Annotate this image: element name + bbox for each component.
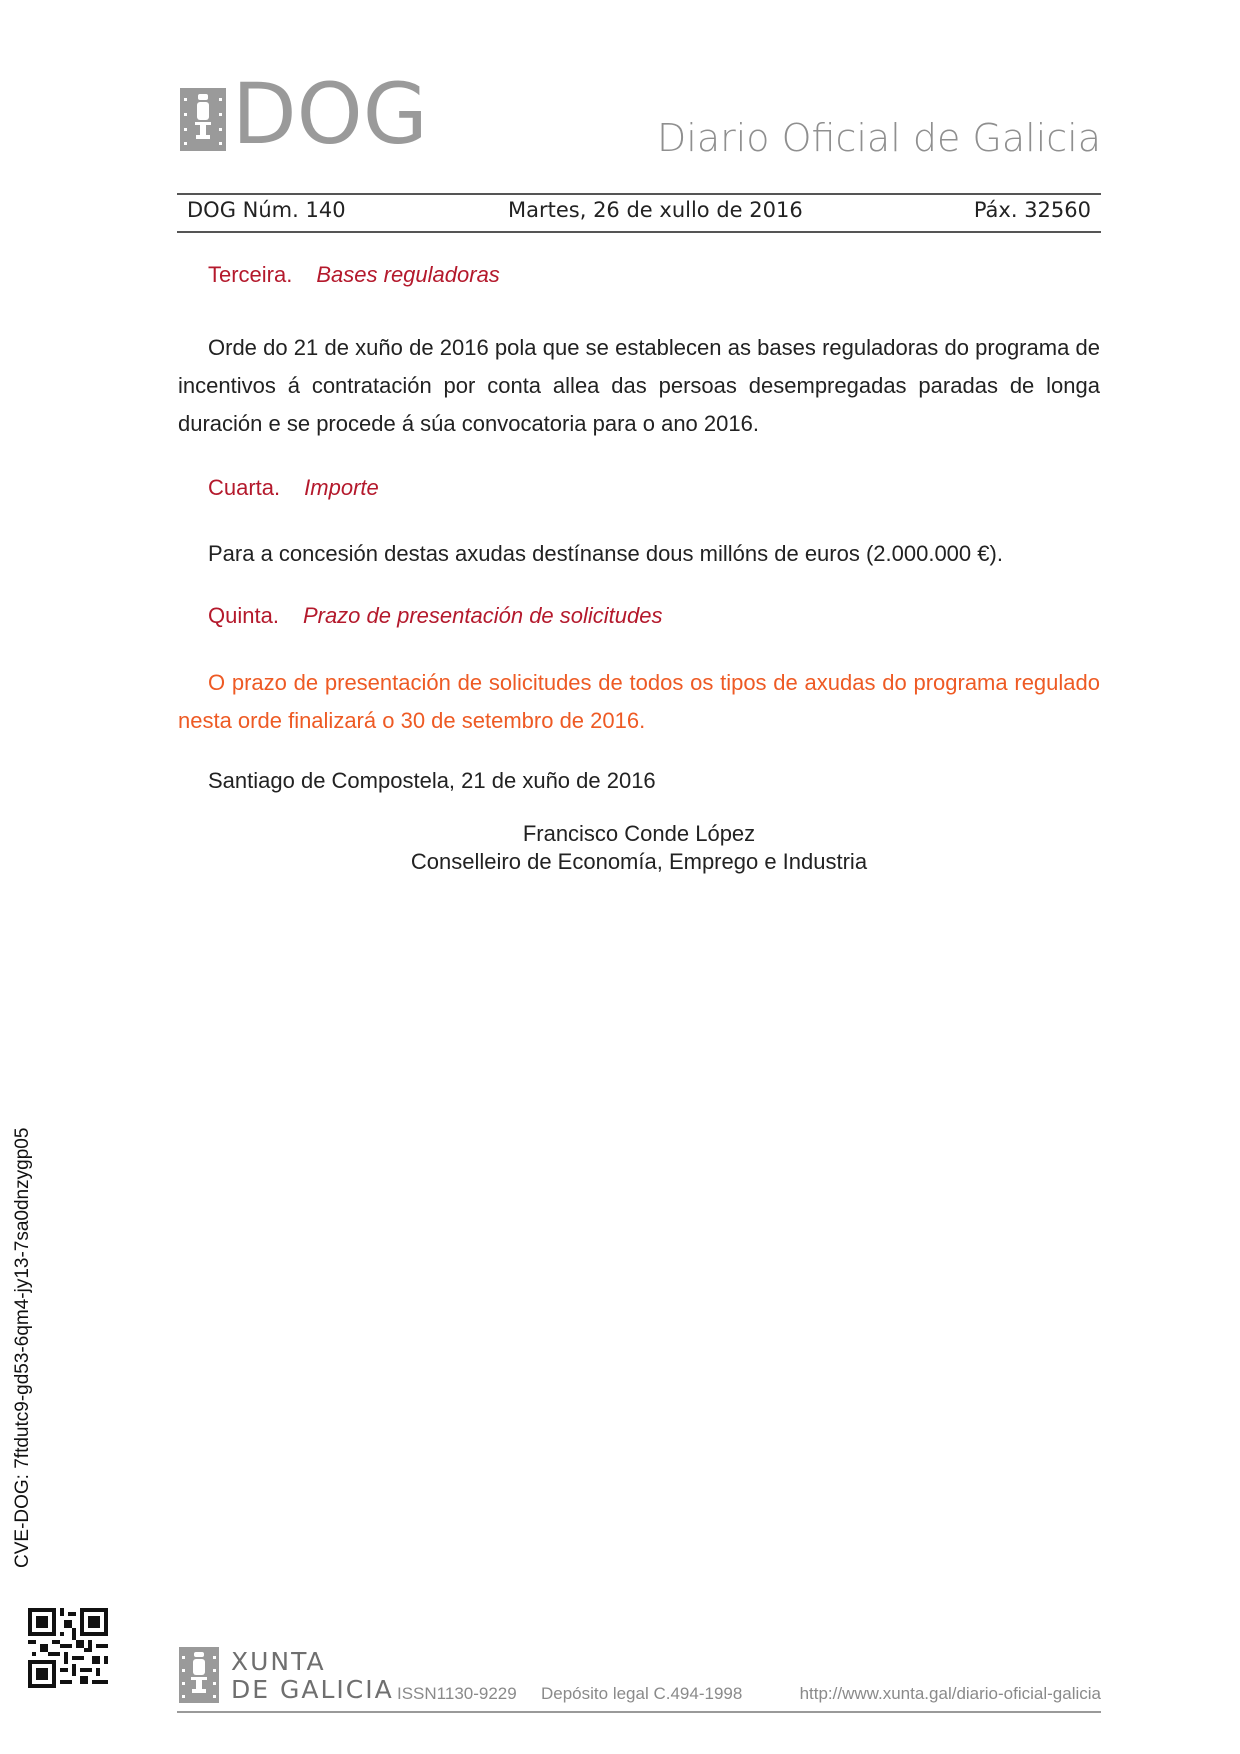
section-heading-terceira bbox=[208, 262, 500, 288]
issue-number: DOG Núm. 140 bbox=[187, 198, 346, 222]
section-title: Bases reguladoras bbox=[316, 262, 500, 287]
header-rule-bottom bbox=[177, 231, 1101, 233]
page-number: Páx. 32560 bbox=[973, 198, 1091, 222]
galicia-crest-icon bbox=[180, 88, 226, 151]
cve-code: CVE-DOG: 7ftdutc9-gd53-6qm4-jy13-7sa0dnzygp05 bbox=[12, 1127, 33, 1568]
footer-rule bbox=[177, 1711, 1101, 1713]
header-rule-top bbox=[177, 193, 1101, 195]
section-text-cuarta: Para a concesión destas axudas destínanse dous millóns de euros (2.000.000 €). bbox=[208, 541, 1003, 566]
section-title: Prazo de presentación de solicitudes bbox=[302, 603, 663, 628]
signatory-name: Francisco Conde López bbox=[522, 821, 756, 846]
issn: ISSN1130-9229 bbox=[397, 1684, 517, 1703]
xunta-crest-icon bbox=[179, 1647, 219, 1703]
signatory-position: Conselleiro de Economía, Emprego e Industria bbox=[410, 849, 868, 874]
section-heading-cuarta bbox=[208, 475, 379, 501]
section-text-terceira: Orde do 21 de xuño de 2016 pola que se establecen as bases reguladoras do programa de incentivos á contratación por conta allea das persoas desempregadas paradas de longa duración e se procede á súa convocatoria para o ano 2016. bbox=[178, 335, 1100, 436]
deposito-legal: Depósito legal C.494-1998 bbox=[541, 1684, 743, 1703]
xunta-brand-line2: DE GALICIA bbox=[231, 1675, 394, 1704]
dog-logo: DOG bbox=[232, 65, 428, 163]
section-label: Terceira. bbox=[208, 262, 293, 287]
qr-code-icon bbox=[28, 1608, 108, 1688]
footer-url-link[interactable]: http://www.xunta.gal/diario-oficial-galicia bbox=[799, 1684, 1101, 1703]
section-label: Quinta. bbox=[208, 603, 279, 628]
journal-title: Diario Oficial de Galicia bbox=[657, 116, 1101, 160]
place-date: Santiago de Compostela, 21 de xuño de 2016 bbox=[208, 768, 656, 793]
section-heading-quinta bbox=[208, 603, 663, 629]
issue-date: Martes, 26 de xullo de 2016 bbox=[508, 198, 803, 222]
section-label: Cuarta. bbox=[208, 475, 281, 500]
section-title: Importe bbox=[304, 475, 379, 500]
section-text-quinta: O prazo de presentación de solicitudes de todos os tipos de axudas do programa regulado nesta orde finalizará o 30 de setembro de 2016. bbox=[178, 670, 1100, 733]
xunta-brand-line1: XUNTA bbox=[231, 1647, 326, 1676]
